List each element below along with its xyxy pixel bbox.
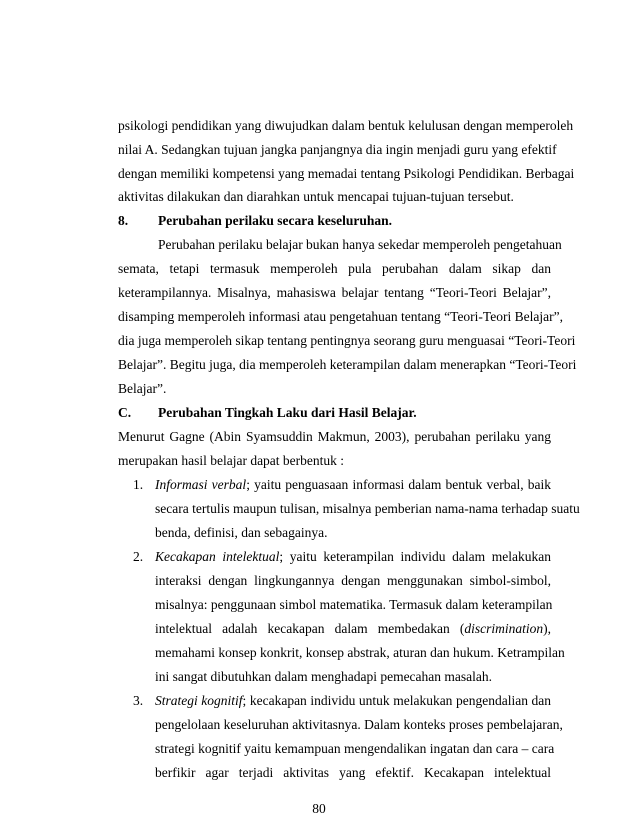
body-line: keterampilannya. Misalnya, mahasiswa belajar tentang “Teori-Teori Belajar”, <box>118 285 551 300</box>
section-number: 8. <box>118 213 129 228</box>
section-title: Perubahan perilaku secara keseluruhan. <box>158 213 393 228</box>
page-number: 80 <box>312 801 326 816</box>
list-text: ), <box>543 621 551 636</box>
list-marker: 3. <box>133 693 144 708</box>
body-line: Perubahan perilaku belajar bukan hanya sekedar memperoleh pengetahuan <box>158 237 562 252</box>
list-item-line: ini sangat dibutuhkan dalam menghadapi pemecahan masalah. <box>155 669 493 684</box>
body-line: dengan memiliki kompetensi yang memadai tentang Psikologi Pendidikan. Berbagai <box>118 166 575 181</box>
body-line: nilai A. Sedangkan tujuan jangka panjangnya dia ingin menjadi guru yang efektif <box>118 142 557 157</box>
list-item-line <box>155 476 551 494</box>
list-item-line <box>155 548 551 566</box>
list-term: Informasi verbal <box>155 477 247 492</box>
body-line: psikologi pendidikan yang diwujudkan dalam bentuk kelulusan dengan memperoleh <box>118 118 574 133</box>
list-item-line: berfikir agar terjadi aktivitas yang efektif. Kecakapan intelektual <box>155 765 551 780</box>
list-item-line: strategi kognitif yaitu kemampuan mengendalikan ingatan dan cara – cara <box>155 741 555 756</box>
list-item-line <box>155 620 551 638</box>
body-line: Belajar”. <box>118 381 167 396</box>
section-heading-c <box>118 404 551 422</box>
body-line: semata, tetapi termasuk memperoleh pula perubahan dalam sikap dan <box>118 261 551 276</box>
list-term: discrimination <box>464 621 544 636</box>
list-item-line <box>155 692 551 710</box>
body-line: dia juga memperoleh sikap tentang pentingnya seorang guru menguasai “Teori-Teori <box>118 333 576 348</box>
list-marker: 2. <box>133 549 144 564</box>
list-term: Kecakapan intelektual <box>155 549 280 564</box>
list-item-line: benda, definisi, dan sebagainya. <box>155 525 328 540</box>
section-title: Perubahan Tingkah Laku dari Hasil Belajar. <box>158 405 417 420</box>
list-item-line: misalnya: penggunaan simbol matematika. Termasuk dalam keterampilan <box>155 597 553 612</box>
body-line: Menurut Gagne (Abin Syamsuddin Makmun, 2003), perubahan perilaku yang <box>118 429 551 444</box>
list-text: intelektual adalah kecakapan dalam membedakan ( <box>155 621 465 636</box>
body-line: Belajar”. Begitu juga, dia memperoleh keterampilan dalam menerapkan “Teori-Teori <box>118 357 577 372</box>
list-item-line: memahami konsep konkrit, konsep abstrak, aturan dan hukum. Ketrampilan <box>155 645 565 660</box>
list-text: ; kecakapan individu untuk melakukan pengendalian dan <box>242 693 551 708</box>
list-term: Strategi kognitif <box>155 693 243 708</box>
section-heading-8 <box>118 212 551 230</box>
body-line: aktivitas dilakukan dan diarahkan untuk mencapai tujuan-tujuan tersebut. <box>118 189 514 204</box>
body-line: merupakan hasil belajar dapat berbentuk : <box>118 453 345 468</box>
list-item-line: interaksi dengan lingkungannya dengan menggunakan simbol-simbol, <box>155 573 551 588</box>
list-item-line: pengelolaan keseluruhan aktivitasnya. Dalam konteks proses pembelajaran, <box>155 717 563 732</box>
body-line: disamping memperoleh informasi atau pengetahuan tentang “Teori-Teori Belajar”, <box>118 309 563 324</box>
list-text: ; yaitu keterampilan individu dalam melakukan <box>279 549 551 564</box>
list-text: ; yaitu penguasaan informasi dalam bentuk verbal, baik <box>246 477 552 492</box>
list-marker: 1. <box>133 477 144 492</box>
section-number: C. <box>118 405 132 420</box>
list-item-line: secara tertulis maupun tulisan, misalnya pemberian nama-nama terhadap suatu <box>155 501 580 516</box>
